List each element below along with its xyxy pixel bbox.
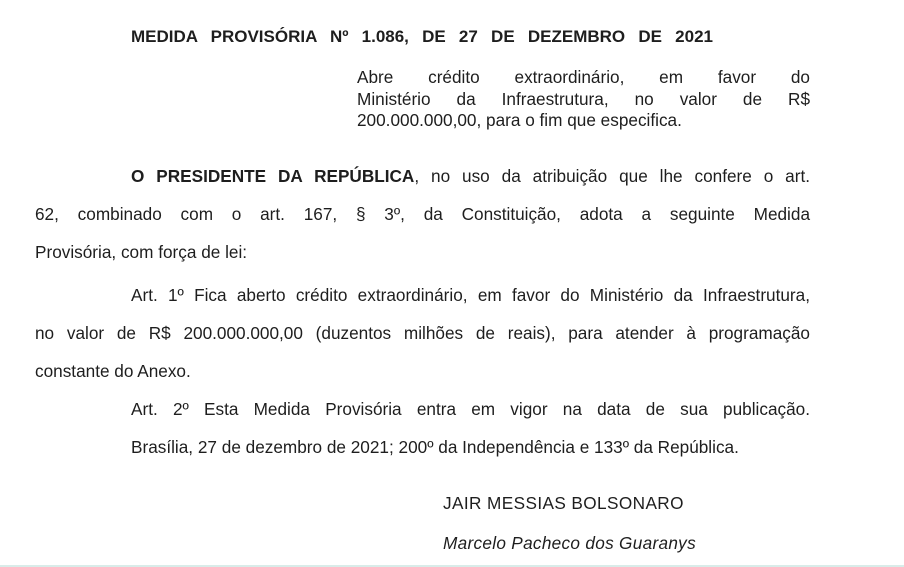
article-1 [35,276,810,390]
preamble-text: , no uso da atribuição que lhe confere o art. [414,166,810,186]
signature-minister: Marcelo Pacheco dos Guaranys [443,533,696,553]
ementa [357,67,810,132]
article-1-line: Art. 1º Fica aberto crédito extraordinário, em favor do Ministério da Infraestrutura, [131,285,810,305]
president-heading: O PRESIDENTE DA REPÚBLICA [131,166,415,186]
preamble-line [35,157,810,195]
article-1-line: no valor de R$ 200.000.000,00 (duzentos milhões de reais), para atender à programação [35,323,810,343]
preamble-line: 62, combinado com o art. 167, § 3º, da Constituição, adota a seguinte Medida [35,204,810,224]
ementa-line: 200.000.000,00, para o fim que especifica. [357,110,682,130]
article-2 [35,390,810,428]
ementa-line: Abre crédito extraordinário, em favor do [357,67,810,87]
article-2-line: Art. 2º Esta Medida Provisória entra em vigor na data de sua publicação. [131,399,810,419]
preamble-line: Provisória, com força de lei: [35,242,248,262]
document-title: MEDIDA PROVISÓRIA Nº 1.086, DE 27 DE DEZEMBRO DE 2021 [131,27,713,46]
closing-text: Brasília, 27 de dezembro de 2021; 200º da Independência e 133º da República. [131,437,739,457]
article-1-line: constante do Anexo. [35,361,191,381]
ementa-line: Ministério da Infraestrutura, no valor de R$ [357,88,810,109]
closing-line [35,428,810,466]
preamble-paragraph [35,157,810,271]
signature-president: JAIR MESSIAS BOLSONARO [443,493,684,513]
